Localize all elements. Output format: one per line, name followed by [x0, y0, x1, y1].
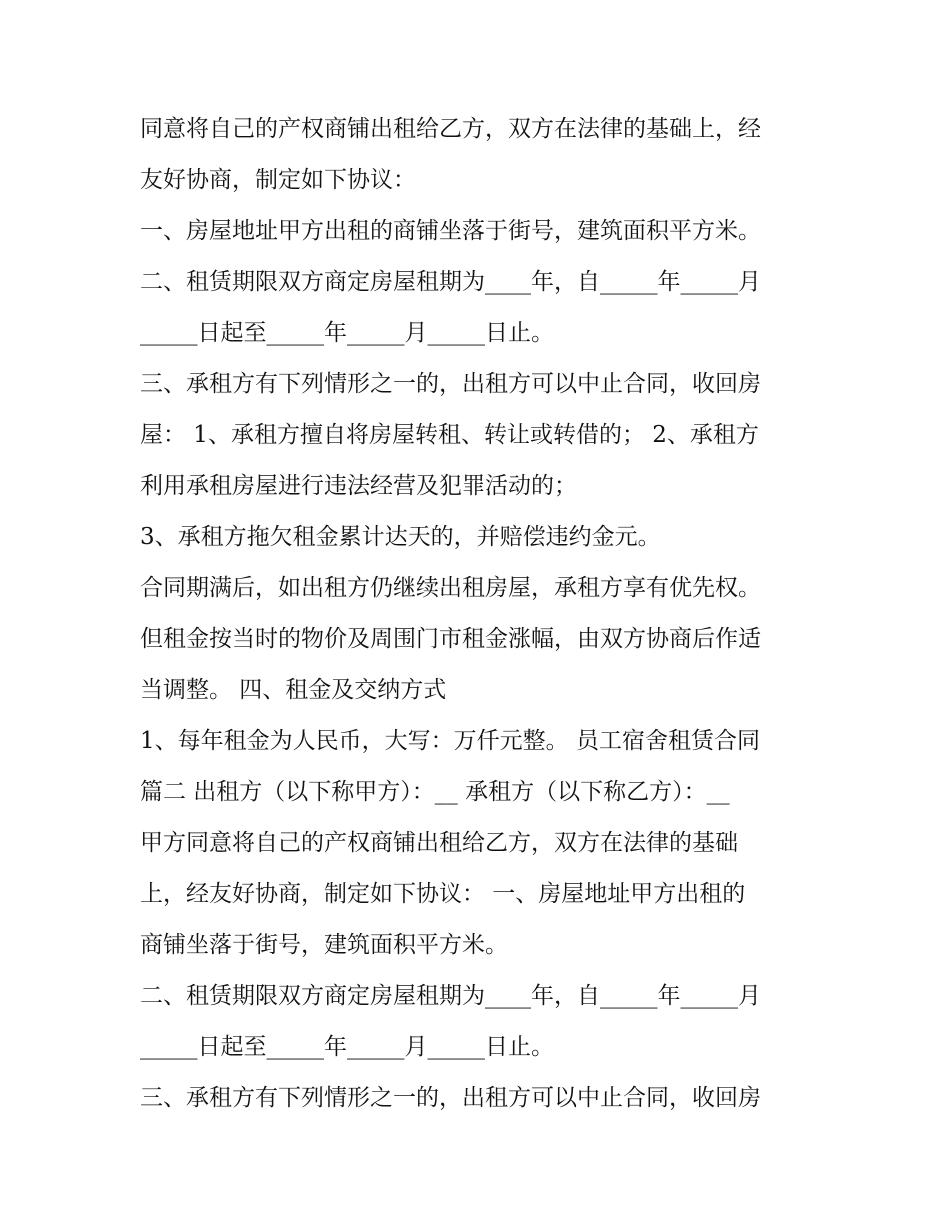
text-line-17: 商铺坐落于街号，建筑面积平方米。: [140, 932, 508, 958]
text-line-13: 1、每年租金为人民币，大写：万仟元整。 员工宿舍租赁合同: [140, 728, 760, 754]
text-line-5: _____日起至_____年_____月_____日止。: [140, 320, 554, 346]
contract-text: [140, 104, 820, 1124]
text-line-9: 3、承租方拖欠租金累计达天的，并赔偿违约金元。: [140, 524, 661, 550]
text-line-18: 二、租赁期限双方商定房屋租期为____年，自_____年_____月: [140, 983, 761, 1009]
text-line-12: 当调整。 四、租金及交纳方式: [140, 677, 447, 703]
text-line-11: 但租金按当时的物价及周围门市租金涨幅，由双方协商后作适: [140, 626, 761, 652]
text-line-19: _____日起至_____年_____月_____日止。: [140, 1034, 554, 1060]
text-line-1: 同意将自己的产权商铺出租给乙方，双方在法律的基础上，经: [140, 116, 761, 142]
text-line-8: 利用承租房屋进行违法经营及犯罪活动的；: [140, 473, 577, 499]
text-line-14: 篇二 出租方（以下称甲方）：__ 承租方（以下称乙方）：__: [140, 779, 730, 805]
text-line-6: 三、承租方有下列情形之一的，出租方可以中止合同，收回房: [140, 371, 761, 397]
text-line-3: 一、房屋地址甲方出租的商铺坐落于街号，建筑面积平方米。: [140, 218, 761, 244]
text-line-7: 屋： 1、承租方擅自将房屋转租、转让或转借的； 2、承租方: [140, 422, 759, 448]
text-line-10: 合同期满后，如出租方仍继续出租房屋，承租方享有优先权。: [140, 575, 761, 601]
text-line-4: 二、租赁期限双方商定房屋租期为____年，自_____年_____月: [140, 269, 761, 295]
text-line-15: 甲方同意将自己的产权商铺出租给乙方，双方在法律的基础: [140, 830, 738, 856]
text-line-2: 友好协商，制定如下协议：: [140, 167, 416, 193]
text-line-16: 上，经友好协商，制定如下协议： 一、房屋地址甲方出租的: [140, 881, 746, 907]
text-line-20: 三、承租方有下列情形之一的，出租方可以中止合同，收回房: [140, 1085, 761, 1111]
